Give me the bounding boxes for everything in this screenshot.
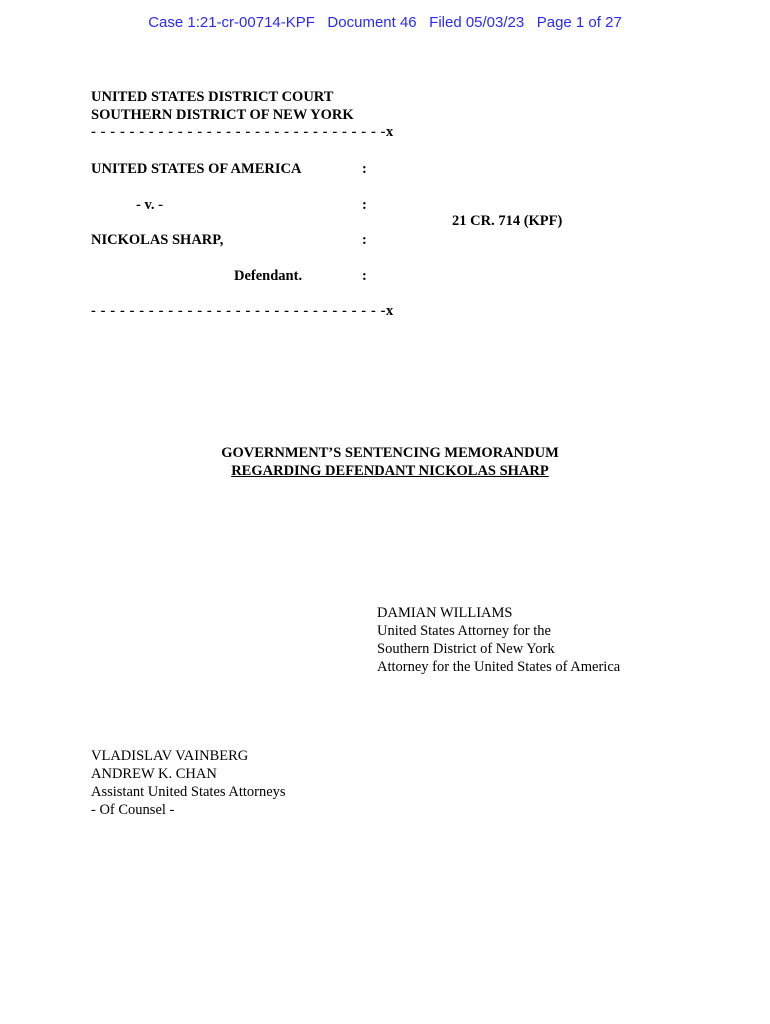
us-attorney-district: Southern District of New York [377,641,555,657]
court-district: SOUTHERN DISTRICT OF NEW YORK [91,107,354,123]
counsel-role: Assistant United States Attorneys [91,784,286,800]
caption-defendant-label-row [91,267,381,285]
counsel-block [91,747,286,819]
court-name: UNITED STATES DISTRICT COURT [91,89,334,105]
counsel-name-2: ANDREW K. CHAN [91,766,217,782]
title-line-1: GOVERNMENT’S SENTENCING MEMORANDUM [221,445,559,461]
caption-versus-row [91,196,381,214]
caption-colon: : [362,197,367,213]
caption-colon: : [362,232,367,248]
caption-colon: : [362,268,367,284]
caption-defendant-row [91,231,381,249]
caption-defendant-name: NICKOLAS SHARP, [91,232,224,248]
caption-colon: : [362,161,367,177]
title-line-2: REGARDING DEFENDANT NICKOLAS SHARP [231,463,549,479]
us-attorney-title: United States Attorney for the [377,623,551,639]
us-attorney-block [377,604,620,676]
ecf-header-stamp: Case 1:21-cr-00714-KPF Document 46 Filed 05/03/23 Page 1 of 27 [148,14,622,31]
caption-plaintiff-row [91,160,381,178]
us-attorney-role: Attorney for the United States of America [377,659,621,675]
caption-bottom-rule: - - - - - - - - - - - - - - - - - - - - - - - - - - - - - - -x [91,303,394,319]
caption-versus: - v. - [136,197,163,213]
case-number: 21 CR. 714 (KPF) [452,213,563,229]
caption-top-rule: - - - - - - - - - - - - - - - - - - - - - - - - - - - - - - -x [91,124,394,140]
caption-defendant-label: Defendant. [234,268,303,284]
counsel-name-1: VLADISLAV VAINBERG [91,748,249,764]
caption-plaintiff: UNITED STATES OF AMERICA [91,161,302,177]
counsel-label: - Of Counsel - [91,802,175,818]
court-heading [91,88,354,124]
document-title [0,444,770,480]
us-attorney-name: DAMIAN WILLIAMS [377,605,513,621]
